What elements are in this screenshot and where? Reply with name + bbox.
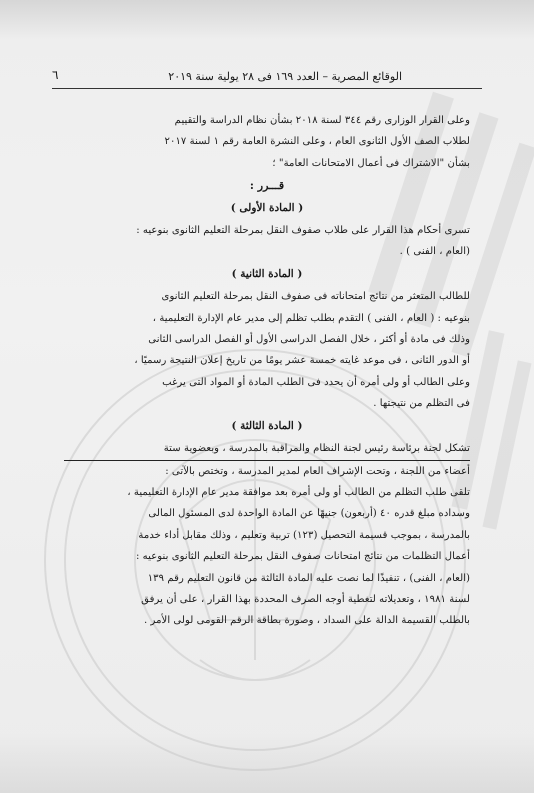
article-1-title-text: ( المادة الأولى ) <box>230 201 304 214</box>
article-1-line: (العام ، الفنى ) . <box>399 246 470 258</box>
article-3-line: بالطلب القسيمة الدالة على السداد ، وصورة بطاقة الرقم القومى لولى الأمر . <box>143 615 470 627</box>
article-1-title <box>64 198 470 219</box>
article-3-line: لسنة ١٩٨١ ، وتعديلاته لتغطية أوجه الصرف المحددة بهذا القرار ، على أن يرفق <box>141 593 470 605</box>
article-2-title <box>64 264 470 285</box>
page-header <box>52 66 482 89</box>
article-3-line: تشكل لجنة برئاسة رئيس لجنة النظام والمراقبة بالمدرسة ، وبعضوية ستة <box>64 438 470 460</box>
article-3-title-text: ( المادة الثالثة ) <box>231 419 303 432</box>
article-3-title <box>64 416 470 437</box>
article-2-title-text: ( المادة الثانية ) <box>231 267 303 280</box>
article-2-line: أو الدور الثانى ، فى موعد غايته خمسة عشر يومًا من تاريخ إعلان النتيجة رسميًا ، <box>134 355 470 367</box>
article-3-line: أعضاء من اللجنة ، وتحت الإشراف العام لمدير المدرسة ، وتختص بالآتى : <box>165 465 470 477</box>
decree-heading: قـــرر : <box>249 179 285 193</box>
article-3-line: أعمال التظلمات من نتائج امتحانات صفوف النقل بمرحلة التعليم الثانوى بنوعيه : <box>136 551 470 563</box>
preamble-line: بشأن "الاشتراك فى أعمال الامتحانات العامة" ؛ <box>272 157 470 169</box>
page-number: ٦ <box>52 68 59 82</box>
top-shadow <box>0 0 534 40</box>
document-body <box>64 110 470 632</box>
bottom-shadow <box>0 733 534 793</box>
article-3-line: (العام ، الفنى) ، تنفيذًا لما نصت عليه المادة الثالثة من قانون التعليم رقم ١٣٩ <box>147 572 470 584</box>
article-2-line: للطالب المتعثر من نتائج امتحاناته فى صفوف النقل بمرحلة التعليم الثانوى <box>161 291 470 303</box>
article-3-line: وسداده مبلغ قدره ٤٠ (أربعون) جنيهًا عن المادة الواحدة لدى المسئول المالى <box>148 508 470 520</box>
gazette-header-title: الوقائع المصرية – العدد ١٦٩ فى ٢٨ يولية سنة ٢٠١٩ <box>168 70 402 83</box>
article-2-line: وذلك فى مادة أو أكثر ، خلال الفصل الدراسى الأول أو الفصل الدراسى الثانى <box>148 334 470 346</box>
article-2-line: بنوعيه : ( العام ، الفنى ) التقدم بطلب تظلم إلى مدير عام الإدارة التعليمية ، <box>152 312 470 324</box>
article-3-line: تلقى طلب التظلم من الطالب أو ولى أمره بعد موافقة مدير عام الإدارة التعليمية ، <box>127 486 470 498</box>
article-2-line: فى التظلم من نتيجتها . <box>373 398 470 410</box>
preamble-line: لطلاب الصف الأول الثانوى العام ، وعلى النشرة العامة رقم ١ لسنة ٢٠١٧ <box>164 136 470 148</box>
article-2-line: وعلى الطالب أو ولى أمره أن يحدد فى الطلب المادة أو المواد التى يرغب <box>162 376 470 388</box>
preamble-line: وعلى القرار الوزارى رقم ٣٤٤ لسنة ٢٠١٨ بشأن نظام الدراسة والتقييم <box>174 115 470 126</box>
article-1-line: تسرى أحكام هذا القرار على طلاب صفوف النقل بمرحلة التعليم الثانوى بنوعيه : <box>136 225 470 237</box>
article-3-line: بالمدرسة ، بموجب قسيمة التحصيل (١٢٣) تربية وتعليم ، وذلك مقابل أداء خدمة <box>138 529 470 541</box>
